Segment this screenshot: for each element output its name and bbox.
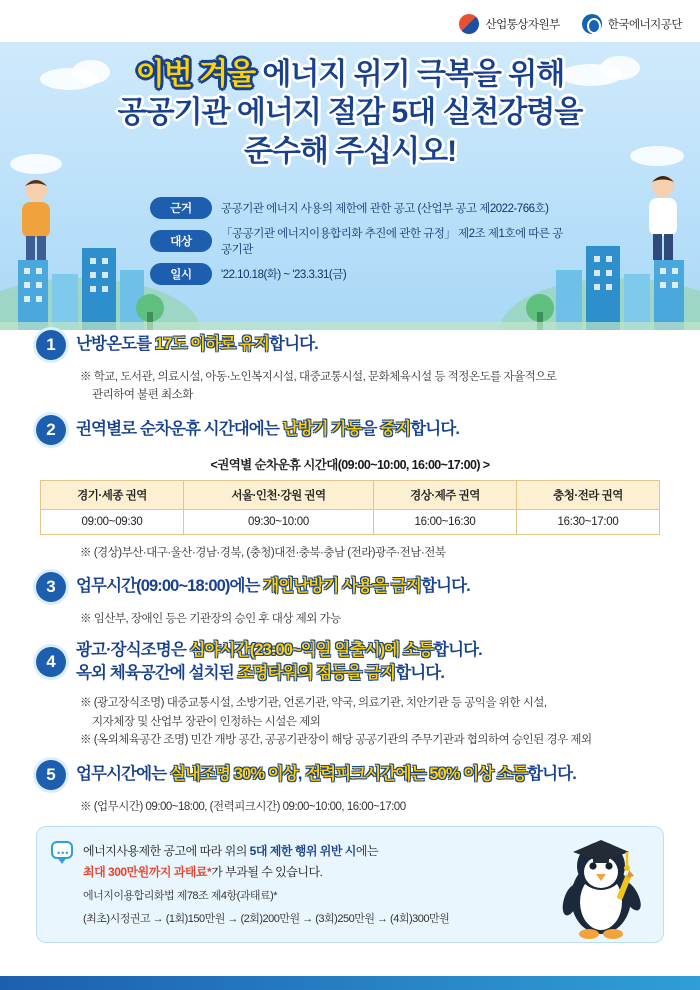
rule-2-title-part-3: 을 bbox=[361, 419, 381, 438]
rule-1-note-2: 관리하여 불편 최소화 bbox=[92, 389, 193, 402]
rule-5-title bbox=[76, 763, 576, 787]
zone-cell-3: 16:00~16:30 bbox=[373, 509, 516, 534]
rule-2-title-part-5: 합니다. bbox=[410, 419, 460, 438]
callout-line-2-a: 최대 300만원까지 과태료* bbox=[83, 864, 212, 879]
zone-col-2: 서울·인천·강원 권역 bbox=[184, 480, 374, 509]
rule-4-head bbox=[36, 639, 664, 687]
logo-kea-label: 한국에너지공단 bbox=[607, 19, 682, 31]
zone-col-3: 경상·제주 권역 bbox=[373, 480, 516, 509]
rule-1-title-part-1: 난방온도를 bbox=[76, 335, 155, 354]
kea-logo-icon bbox=[582, 14, 602, 34]
rule-4-note-3: ※ (옥외체육공간 조명) 민간 개방 공간, 공공기관장이 해당 공공기관의 주무기관과 협의하여 승인된 경우 제외 bbox=[80, 734, 592, 747]
rule-4-badge: 4 bbox=[36, 647, 66, 677]
rule-5-title-part-5: 합니다. bbox=[527, 764, 576, 783]
rule-2-title-part-1: 권역별로 순차운휴 시간대에는 bbox=[76, 419, 283, 438]
rule-3-title-part-3: 합니다. bbox=[421, 577, 470, 596]
rule-4-title2-part-3: 합니다. bbox=[395, 664, 445, 683]
info-key-target: 대상 bbox=[150, 230, 212, 252]
rule-1-head bbox=[36, 330, 664, 360]
rule-1-title-part-2: 17도 이하로 유지 bbox=[154, 335, 270, 354]
info-value-basis: 공공기관 에너지 사용의 제한에 관한 공고 (산업부 공고 제2022-766호) bbox=[221, 203, 549, 215]
info-row-period bbox=[150, 263, 570, 285]
callout-line-1-b: 5대 제한 행위 위반 시 bbox=[249, 843, 356, 858]
rule-3-note-1: ※ 임산부, 장애인 등은 기관장의 승인 후 대상 제외 가능 bbox=[80, 613, 341, 626]
bubble-dots: ••• bbox=[57, 847, 70, 858]
callout-line-2-b: 가 부과될 수 있습니다. bbox=[211, 864, 323, 879]
rule-5-title-part-3: , bbox=[297, 764, 306, 783]
rule-1-badge: 1 bbox=[36, 330, 66, 360]
speech-bubble-icon bbox=[51, 841, 73, 859]
rule-5-title-part-1: 업무시간에는 bbox=[76, 764, 170, 783]
logo-motie-label: 산업통상자원부 bbox=[485, 19, 560, 31]
info-value-target: 「공공기관 에너지이용합리화 추진에 관한 규정」 제2조 제1호에 따른 공공기관 bbox=[221, 228, 563, 256]
logo-bar bbox=[459, 14, 682, 34]
callout-sub-1: 에너지이용합리화법 제78조 제4항(과태료)* bbox=[83, 889, 278, 902]
person-left-illustration bbox=[8, 174, 64, 260]
zone-col-4: 충청·전라 권역 bbox=[516, 480, 659, 509]
penguin-mascot-icon bbox=[553, 830, 649, 942]
headline bbox=[0, 56, 700, 171]
rule-1-notes bbox=[36, 368, 664, 405]
info-block bbox=[150, 197, 570, 291]
info-key-basis: 근거 bbox=[150, 197, 212, 219]
rule-3-badge: 3 bbox=[36, 572, 66, 602]
person-right-illustration bbox=[634, 170, 692, 262]
headline-line-1 bbox=[0, 56, 700, 94]
callout-line-1-c: 에는 bbox=[355, 843, 379, 858]
rule-4-title2-part-2: 조명타워의 점등을 금지 bbox=[237, 664, 396, 683]
rule-5-head bbox=[36, 760, 664, 790]
headline-line-2: 공공기관 에너지 절감 5대 실천강령을 bbox=[117, 96, 583, 130]
zone-table-caption: <권역별 순차운휴 시간대(09:00~10:00, 16:00~17:00) > bbox=[210, 457, 490, 472]
rule-4-note-2: 지자체장 및 산업부 장관이 인정하는 시설은 제외 bbox=[92, 715, 321, 728]
rule-4-title bbox=[76, 639, 482, 687]
rule-5-notes bbox=[36, 798, 664, 816]
rule-3-title-part-2: 개인난방기 사용을 금지 bbox=[263, 577, 422, 596]
rule-4-title-part-3: 합니다. bbox=[433, 640, 482, 659]
rule-4-notes bbox=[36, 694, 664, 749]
zone-col-1: 경기·세종 권역 bbox=[41, 480, 184, 509]
rule-3-notes bbox=[36, 610, 664, 628]
rule-3-title-part-1: 업무시간(09:00~18:00)에는 bbox=[76, 577, 264, 596]
rule-5-title-part-4: 전력피크시간에는 50% 이상 소등 bbox=[305, 764, 528, 783]
rule-2 bbox=[0, 415, 700, 562]
info-row-basis bbox=[150, 197, 570, 219]
rule-2-title bbox=[76, 418, 459, 442]
rule-2-notes bbox=[36, 544, 664, 562]
rules-content bbox=[0, 330, 700, 943]
zone-cell-2: 09:30~10:00 bbox=[184, 509, 374, 534]
rule-3 bbox=[0, 572, 700, 628]
rule-5-title-part-2: 실내조명 30% 이상 bbox=[169, 764, 298, 783]
rule-4-title-part-1: 광고·장식조명은 bbox=[76, 640, 190, 659]
hero-banner bbox=[0, 42, 700, 330]
logo-motie bbox=[459, 14, 559, 34]
zone-cell-4: 16:30~17:00 bbox=[516, 509, 659, 534]
zone-table-row bbox=[41, 509, 660, 534]
rule-1-title bbox=[76, 333, 318, 357]
headline-line-3: 준수해 주십시오! bbox=[243, 134, 457, 168]
rule-1 bbox=[0, 330, 700, 405]
rule-2-title-part-4: 중지 bbox=[380, 419, 411, 438]
rule-2-note-1: ※ (경상)부산·대구·울산·경남·경북, (충청)대전·충북·충남 (전라)광주·전남·전북 bbox=[80, 546, 446, 559]
rule-4-title2-part-1: 옥외 체육공간에 설치된 bbox=[76, 664, 238, 683]
callout-sub-2: (최초)시정권고 → (1회)150만원 → (2회)200만원 → (3회)250만원 → (4회)300만원 bbox=[83, 912, 450, 925]
penalty-callout bbox=[36, 826, 664, 943]
rule-2-badge: 2 bbox=[36, 415, 66, 445]
rule-5-badge: 5 bbox=[36, 760, 66, 790]
rule-1-title-part-3: 합니다. bbox=[269, 335, 318, 354]
bottom-accent-bar bbox=[0, 976, 700, 990]
info-row-target bbox=[150, 225, 570, 257]
rule-5-note-1: ※ (업무시간) 09:00~18:00, (전력피크시간) 09:00~10:00, 16:00~17:00 bbox=[80, 800, 406, 813]
rule-4-note-1: ※ (광고장식조명) 대중교통시설, 소방기관, 언론기관, 약국, 의료기관, 치안기관 등 공익을 위한 시설, bbox=[80, 697, 547, 710]
rule-2-title-part-2: 난방기 가동 bbox=[282, 419, 362, 438]
rule-4 bbox=[0, 639, 700, 750]
zone-table bbox=[40, 480, 660, 535]
headline-line-1-rest: 에너지 위기 극복을 위해 bbox=[255, 58, 565, 91]
rule-1-note-1: ※ 학교, 도서관, 의료시설, 아동·노인복지시설, 대중교통시설, 문화체육시설 등 적정온도를 자율적으로 bbox=[80, 371, 557, 383]
rule-5 bbox=[0, 760, 700, 816]
logo-kea bbox=[582, 14, 682, 34]
rule-2-head bbox=[36, 415, 664, 445]
rule-4-title-line-2 bbox=[76, 662, 482, 686]
callout-line-1-a: 에너지사용제한 공고에 따라 위의 bbox=[83, 843, 250, 858]
rule-3-head bbox=[36, 572, 664, 602]
gov-emblem-icon bbox=[459, 14, 479, 34]
info-key-period: 일시 bbox=[150, 263, 212, 285]
rule-4-title-line-1 bbox=[76, 639, 482, 663]
zone-cell-1: 09:00~09:30 bbox=[41, 509, 184, 534]
rule-4-title-part-2: 심야시간(23:00~익일 일출시)에 소등 bbox=[189, 640, 434, 659]
zone-table-header-row bbox=[41, 480, 660, 509]
info-value-period: '22.10.18(화) ~ '23.3.31(금) bbox=[221, 269, 347, 281]
rule-3-title bbox=[76, 575, 470, 599]
headline-highlight-1: 이번 겨울 bbox=[135, 58, 256, 91]
